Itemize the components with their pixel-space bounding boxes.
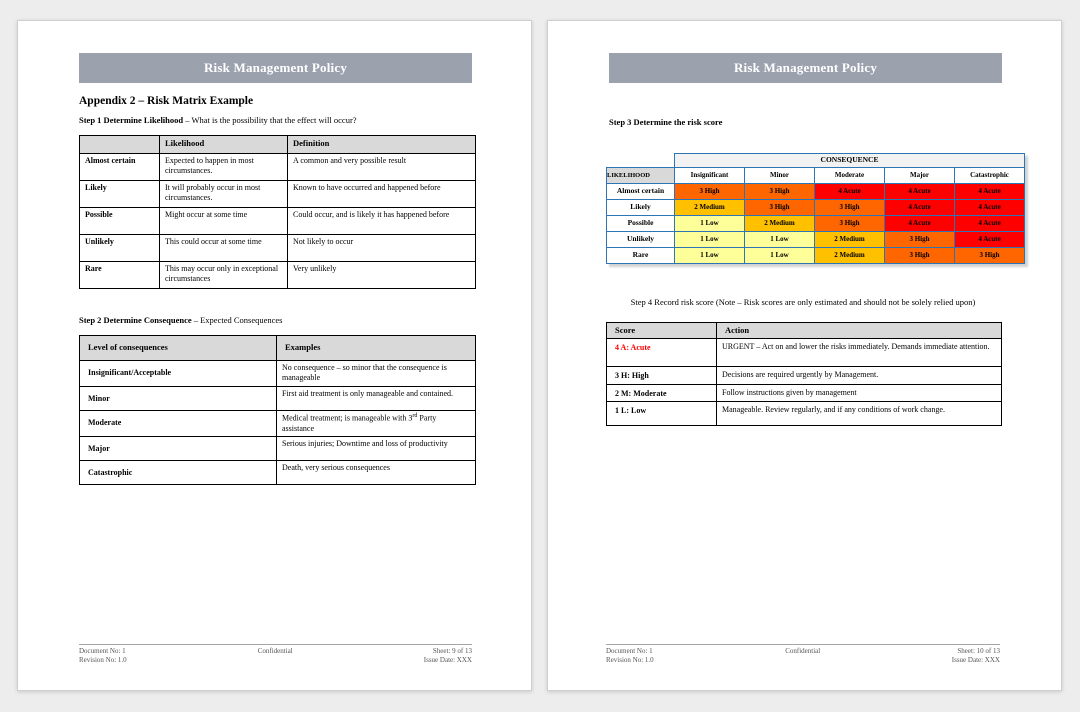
table-row [80,461,476,485]
footer-confidential: Confidential [257,647,293,655]
header-cell-level: Level of consequences [80,336,277,361]
likelihood-definition: A common and very possible result [288,154,476,181]
table-row [607,402,1002,426]
score-high: 3 H: High [607,367,717,384]
matrix-cell: 2 Medium [815,248,885,264]
matrix-row-label: Rare [607,248,675,264]
matrix-row-label: Almost certain [607,184,675,200]
footer-right [952,647,1000,665]
matrix-column-header: Moderate [815,168,885,184]
likelihood-definition: Very unlikely [288,262,476,289]
matrix-cell: 4 Acute [815,184,885,200]
matrix-cell: 4 Acute [955,216,1025,232]
matrix-column-header: Minor [745,168,815,184]
footer-divider [606,644,1000,645]
matrix-cell: 3 High [885,248,955,264]
appendix-heading: Appendix 2 – Risk Matrix Example [79,95,254,107]
table-row [80,386,476,410]
footer-revision-no: Revision No: 1.0 [606,656,654,665]
footer-document-no: Document No: 1 [606,647,653,655]
matrix-corner-cell [607,154,675,168]
likelihood-desc: Expected to happen in most circumstances. [160,154,288,181]
matrix-cell: 4 Acute [885,184,955,200]
table-row [80,437,476,461]
consequence-level: Moderate [80,410,277,436]
step2-heading-bold: Step 2 Determine Consequence [79,315,192,326]
step1-heading-bold: Step 1 Determine Likelihood [79,115,184,125]
matrix-cell: 4 Acute [955,184,1025,200]
table-row [607,367,1002,384]
risk-matrix-table [606,153,1025,264]
matrix-column-header: Catastrophic [955,168,1025,184]
table-row [80,181,476,208]
table-row [80,361,476,387]
score-low: 1 L: Low [607,402,717,426]
matrix-cell: 4 Acute [955,232,1025,248]
matrix-row [607,200,1025,216]
footer-sheet: Sheet: 10 of 13 [957,647,1000,655]
ordinal-suffix: rd [412,412,418,419]
likelihood-definition: Not likely to occur [288,235,476,262]
page-title-banner: Risk Management Policy [79,53,472,83]
likelihood-desc: This may occur only in exceptional circumstances [160,262,288,289]
footer-left [79,647,127,665]
matrix-cell: 3 High [815,216,885,232]
example-text: Party assistance [282,413,437,433]
consequence-example [277,410,476,436]
likelihood-definition: Could occur, and is likely it has happened before [288,208,476,235]
matrix-cell: 3 High [955,248,1025,264]
matrix-cell: 2 Medium [675,200,745,216]
matrix-column-header: Major [885,168,955,184]
matrix-cell: 3 High [815,200,885,216]
matrix-cell: 1 Low [675,216,745,232]
matrix-consequence-header: CONSEQUENCE [675,154,1025,168]
table-row [80,262,476,289]
matrix-row-label: Unlikely [607,232,675,248]
matrix-likelihood-header: LIKELIHOOD [607,168,675,184]
score-acute: 4 A: Acute [607,339,717,367]
footer-divider [79,644,472,645]
page-footer [606,644,1000,665]
consequence-level: Catastrophic [80,461,277,485]
footer-document-no: Document No: 1 [79,647,126,655]
matrix-cell: 2 Medium [815,232,885,248]
table-header-row [80,336,476,361]
likelihood-term: Almost certain [80,154,160,181]
footer-right [424,647,472,665]
matrix-cell: 1 Low [745,232,815,248]
footer-left [606,647,654,665]
consequence-level: Major [80,437,277,461]
example-text: Medical treatment; is manageable with 3 [282,413,413,423]
page-title-banner: Risk Management Policy [609,53,1002,83]
score-moderate: 2 M: Moderate [607,384,717,401]
header-cell-definition: Definition [288,136,476,154]
matrix-cell: 3 High [885,232,955,248]
step2-heading-rest: – Expected Consequences [191,315,283,326]
footer-sheet: Sheet: 9 of 13 [432,647,472,655]
step4-heading-bold: Step 4 Record risk score (Note [630,297,736,308]
score-action: Follow instructions given by management [717,384,1002,401]
table-row [80,208,476,235]
step1-heading [79,115,472,126]
step4-heading [606,296,1000,308]
header-cell-score: Score [607,323,717,339]
score-action: Decisions are required urgently by Management. [717,367,1002,384]
score-action: URGENT – Act on and lower the risks immediately. Demands immediate attention. [717,339,1002,367]
table-header-row [607,323,1002,339]
document-page-9 [17,20,532,691]
consequence-table [79,335,476,485]
footer-issue-date: Issue Date: XXX [423,656,472,665]
step1-heading-rest: – What is the possibility that the effect will occur? [183,115,357,125]
likelihood-term: Likely [80,181,160,208]
matrix-column-header-row [607,168,1025,184]
table-row [607,384,1002,401]
table-row [80,154,476,181]
table-header-row [80,136,476,154]
matrix-cell: 2 Medium [745,216,815,232]
matrix-row-label: Possible [607,216,675,232]
header-cell-empty [80,136,160,154]
matrix-consequence-row [607,154,1025,168]
likelihood-term: Unlikely [80,235,160,262]
step4-heading-rest: – Risk scores are only estimated and should not be solely relied upon) [735,297,976,308]
consequence-example: Serious injuries; Downtime and loss of productivity [277,437,476,461]
matrix-cell: 4 Acute [885,216,955,232]
likelihood-term: Rare [80,262,160,289]
table-row [80,235,476,262]
matrix-cell: 4 Acute [955,200,1025,216]
matrix-row-label: Likely [607,200,675,216]
likelihood-definition: Known to have occurred and happened before [288,181,476,208]
matrix-cell: 3 High [675,184,745,200]
matrix-row [607,248,1025,264]
likelihood-term: Possible [80,208,160,235]
likelihood-table [79,135,476,289]
table-row [607,339,1002,367]
likelihood-desc: It will probably occur in most circumstances. [160,181,288,208]
score-table [606,322,1002,426]
footer-issue-date: Issue Date: XXX [951,656,1000,665]
header-cell-action: Action [717,323,1002,339]
consequence-level: Insignificant/Acceptable [80,361,277,387]
matrix-row [607,184,1025,200]
table-row [80,410,476,436]
consequence-example: Death, very serious consequences [277,461,476,485]
page-footer [79,644,472,665]
footer-revision-no: Revision No: 1.0 [79,656,127,665]
score-action: Manageable. Review regularly, and if any conditions of work change. [717,402,1002,426]
matrix-cell: 3 High [745,184,815,200]
consequence-level: Minor [80,386,277,410]
matrix-column-header: Insignificant [675,168,745,184]
consequence-example: No consequence – so minor that the consequence is manageable [277,361,476,387]
matrix-cell: 1 Low [675,248,745,264]
matrix-cell: 3 High [745,200,815,216]
matrix-row [607,216,1025,232]
matrix-cell: 4 Acute [885,200,955,216]
matrix-row [607,232,1025,248]
matrix-cell: 1 Low [745,248,815,264]
matrix-cell: 1 Low [675,232,745,248]
likelihood-desc: Might occur at some time [160,208,288,235]
step3-heading: Step 3 Determine the risk score [609,117,723,127]
likelihood-desc: This could occur at some time [160,235,288,262]
document-page-10 [547,20,1062,691]
footer-confidential: Confidential [785,647,821,655]
header-cell-examples: Examples [277,336,476,361]
header-cell-likelihood: Likelihood [160,136,288,154]
step2-heading [79,315,472,326]
consequence-example: First aid treatment is only manageable and contained. [277,386,476,410]
